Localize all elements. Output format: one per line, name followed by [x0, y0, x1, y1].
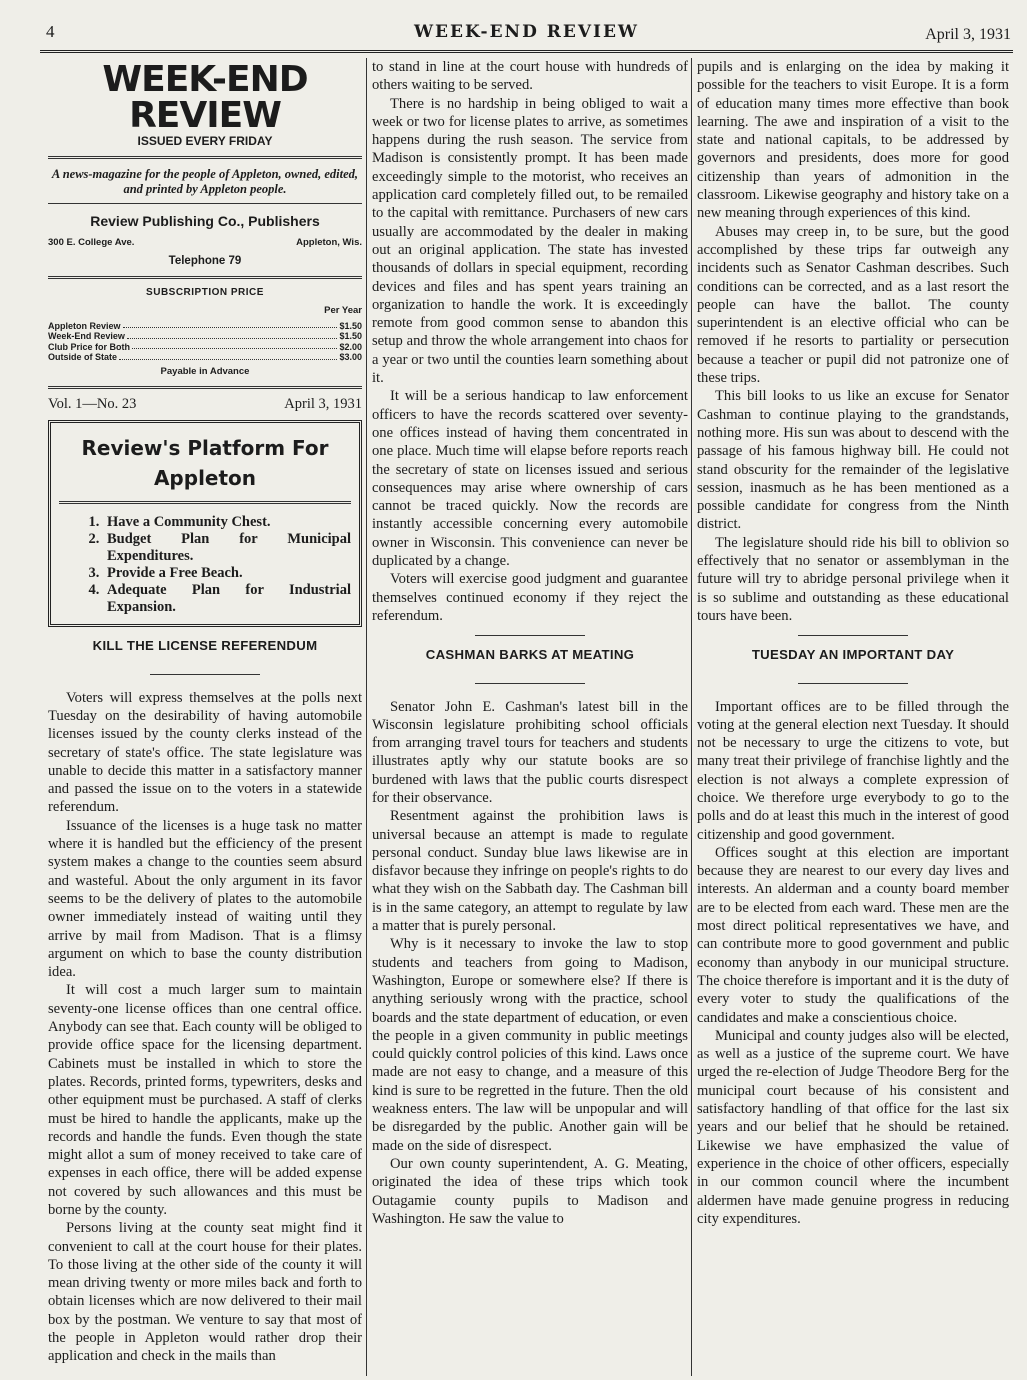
- article-paragraph: Important offices are to be filled through the voting at the general election next Tuesday. It should not be necessary to urge the citizens to vote, but many treat their privilege of franchise lightly and the election is not always a complete expression of choice. We therefore urge everybody to go to the polls and do at least this much in the interest of good citizenship and good government.: [697, 698, 1009, 843]
- volume-number: Vol. 1—No. 23: [48, 396, 137, 413]
- platform-list: [59, 514, 351, 616]
- article-paragraph: Persons living at the county seat might find it convenient to call at the court house for their plates. To those living at the other side of the county it will mean driving twenty or more miles back and forth to obtain licenses which are now delivered to their mail box by the postman. We venture to say that most of the people in Appleton would rather drop their application and check in the mails than: [48, 1220, 362, 1365]
- article-paragraph: Issuance of the licenses is a huge task no matter where it is handled but the efficiency of the present system makes a change to the counties seem absurd and wasteful. About the only argument in its favor seems to be the delivery of plates to the automobile owner immediately instead of waiting until they arrive by mail from Madison. That is a flimsy argument on which to base the county distribution idea.: [48, 817, 362, 981]
- platform-box: [48, 420, 362, 627]
- running-date: April 3, 1931: [925, 26, 1011, 43]
- page-number: 4: [46, 22, 55, 41]
- publisher: Review Publishing Co., Publishers: [90, 213, 320, 230]
- article-paragraph: It will be a serious handicap to law enforcement officers to have the records scattered over seventy-one offices instead of having them concentrated in one place. Much time will elapse before reports reach the secretary of state on licenses issued and serious consequences may arise where ownership of cars cannot be traced quickly. Now the records are instantly accessible concerning every automobile owner in Wisconsin. This convenience can never be duplicated by a change.: [372, 388, 688, 570]
- article-paragraph: Offices sought at this election are important because they are nearest to our every day lives and interests. An alderman and a county board member are to be elected from each ward. These men are the most direct political representatives we have, and can contribute more to good government and public economy than anybody in our municipal structure. The choice therefore is important and it is the duty of every voter to study the qualifications of the candidates and make a conscientious choice.: [697, 844, 1009, 1026]
- column-right: [697, 58, 1009, 1228]
- address-line: [48, 234, 362, 252]
- masthead-subtitle: ISSUED EVERY FRIDAY: [48, 132, 362, 159]
- divider: [475, 683, 585, 684]
- article-paragraph: Municipal and county judges also will be elected, as well as a justice of the supreme court. We have urged the re-election of Judge Theodore Berg for the municipal court because of his consistent and satisfactory handling of that office for the last six years and our belief that he should be retained. Likewise we have emphasized the value of experience in the choice of other officers, especially in our common council where the incumbent aldermen have made genuine progress in reducing city expenditures.: [697, 1027, 1009, 1227]
- article-paragraph: There is no hardship in being obliged to wait a week or two for license plates to arrive, as sometimes happens during the rush season. The service from Madison is consistently prompt. It has been made exceedingly simple to the motorist, who receives an application card completely filled out, to be remailed to the capital with remittance. Purchasers of new cars usually are accommodated by the dealer in making out an original application. The state has invested thousands of dollars in special equipment, recording devices and files and has spent years training an organization to handle the work. It is exceedingly remote from good common sense to abandon this setup and throw the whole arrangement into chaos for a year or two until the counties learn something about it.: [372, 95, 688, 387]
- article-paragraph: The legislature should ride his bill to oblivion so effectively that no senator or assemblyman in the future will try to abridge personal privilege when it is so sublime and outstanding as these educational tours have been.: [697, 534, 1009, 624]
- article-paragraph: Senator John E. Cashman's latest bill in the Wisconsin legislature prohibiting school officials from arranging travel tours for teachers and students illustrates aptly why our statute books are so burdened with laws that the public courts disrespect for their observance.: [372, 698, 688, 806]
- issue-date: April 3, 1931: [284, 396, 362, 413]
- article-paragraph: pupils and is enlarging on the idea by making it possible for the teachers to visit Europe. It is a form of education many times more effective than book learning. The awe and inspiration of a visit to the state and national capitals, to be addressed by governors and presidents, does more for good citizenship than years of admonition in the classroom. Likewise geography and history take on a new meaning through experiences of this kind.: [697, 59, 1009, 222]
- platform-item: 3. Provide a Free Beach.: [103, 565, 351, 582]
- price-row: Appleton Review $1.50: [48, 320, 362, 331]
- article-headline: KILL THE LICENSE REFERENDUM: [92, 638, 318, 654]
- article-paragraph: This bill looks to us like an excuse for Senator Cashman to continue playing to the grandstands, nothing more. His sun was about to descend with the passage of his famous highway bill. He could not stand obscurity for the remainder of the legislative session, inasmuch as he has been mentioned as a possible candidate for congress from the Ninth district.: [697, 388, 1009, 533]
- article-headline: CASHMAN BARKS AT MEATING: [425, 647, 635, 663]
- platform-title: Review's Platform For Appleton: [59, 433, 351, 504]
- platform-item: 4. Adequate Plan for Industrial Expansion.: [103, 582, 351, 616]
- divider: [798, 635, 908, 636]
- city: Appleton, Wis.: [296, 236, 362, 248]
- subscription-title: SUBSCRIPTION PRICE: [146, 287, 264, 299]
- street-address: 300 E. College Ave.: [48, 236, 135, 248]
- price-row: Week-End Review $1.50: [48, 331, 362, 342]
- article-headline: TUESDAY AN IMPORTANT DAY: [751, 647, 955, 663]
- telephone: Telephone 79: [48, 252, 362, 279]
- masthead-description: A news-magazine for the people of Appleton, owned, edited, and printed by Appleton people.: [48, 159, 362, 204]
- column-rule: [691, 58, 692, 1376]
- platform-item: 1. Have a Community Chest.: [103, 514, 351, 531]
- article-paragraph: to stand in line at the court house with hundreds of others waiting to be served.: [372, 59, 688, 94]
- column-left: [48, 58, 362, 1366]
- divider: [475, 635, 585, 636]
- masthead-title: WEEK-END REVIEW: [102, 59, 308, 136]
- column-middle: [372, 58, 688, 1228]
- subscription-per-year: Per Year: [324, 305, 362, 317]
- column-rule: [366, 58, 367, 1376]
- platform-item: 2. Budget Plan for Municipal Expenditures.: [103, 531, 351, 565]
- article-paragraph: Our own county superintendent, A. G. Meating, originated the idea of these trips which took Outagamie county pupils to Madison and Washington. He saw the value to: [372, 1155, 688, 1227]
- divider: [798, 683, 908, 684]
- running-title: WEEK-END REVIEW: [413, 22, 640, 42]
- price-row: Club Price for Both $2.00: [48, 341, 362, 352]
- article-paragraph: Voters will exercise good judgment and guarantee themselves continued economy if they reject the referendum.: [372, 571, 688, 624]
- divider: [150, 674, 260, 675]
- price-row: Outside of State $3.00: [48, 352, 362, 363]
- article-paragraph: It will cost a much larger sum to maintain seventy-one license offices than one central office. Anybody can see that. Each county will be obliged to provide office space for the licensing department. Cabinets must be installed in which to store the plates. Records, printed forms, typewriters, desks and other equipment must be purchased. A staff of clerks must be hired to handle the applicants, make up the records and handle the funds. Even though the state might allot a sum of money received to take care of expenses in each office, there will be added expense not covered by such allowances and this must be borne by the county.: [48, 982, 362, 1218]
- article-paragraph: Voters will express themselves at the polls next Tuesday on the desirability of having automobile licenses issued by the county clerks instead of the secretary of state's office. The state legislature was unable to decide this matter in a satisfactory manner and passed the issue on to the voters in a statewide referendum.: [48, 689, 362, 816]
- volume-line: [48, 395, 362, 418]
- article-paragraph: Why is it necessary to invoke the law to stop students and teachers from going to Madison, Washington, Europe or somewhere else? If there is anything seriously wrong with the practice, school boards and the state department of education, or even the people in a given community in public meetings could quickly control policies of this kind. Laws once made are not easy to change, and a measure of this kind is sure to be regretted in the future. Then the old weakness enters. The law will be unpopular and will be disregarded by the public. Another gain will be made on the side of disrespect.: [372, 936, 688, 1154]
- article-paragraph: Abuses may creep in, to be sure, but the good accomplished by these trips far outweigh any incidents such as Senator Cashman describes. Such conditions can be corrected, and as a last resort the people can have the ballot. The county superintendent is an elective official who can be removed if he resorts to partiality or persecution because a teacher or pupil did not patronize one of these trips.: [697, 223, 1009, 387]
- page-header: [40, 18, 1013, 53]
- article-paragraph: Resentment against the prohibition laws is universal because an attempt is made to regulate personal conduct. Sunday blue laws likewise are in disfavor because they infringe on people's rights to do what they wish on the Sabbath day. The Cashman bill is in the same category, an attempt to regulate by law a matter that is purely personal.: [372, 808, 688, 935]
- payable-note: Payable in Advance: [48, 363, 362, 389]
